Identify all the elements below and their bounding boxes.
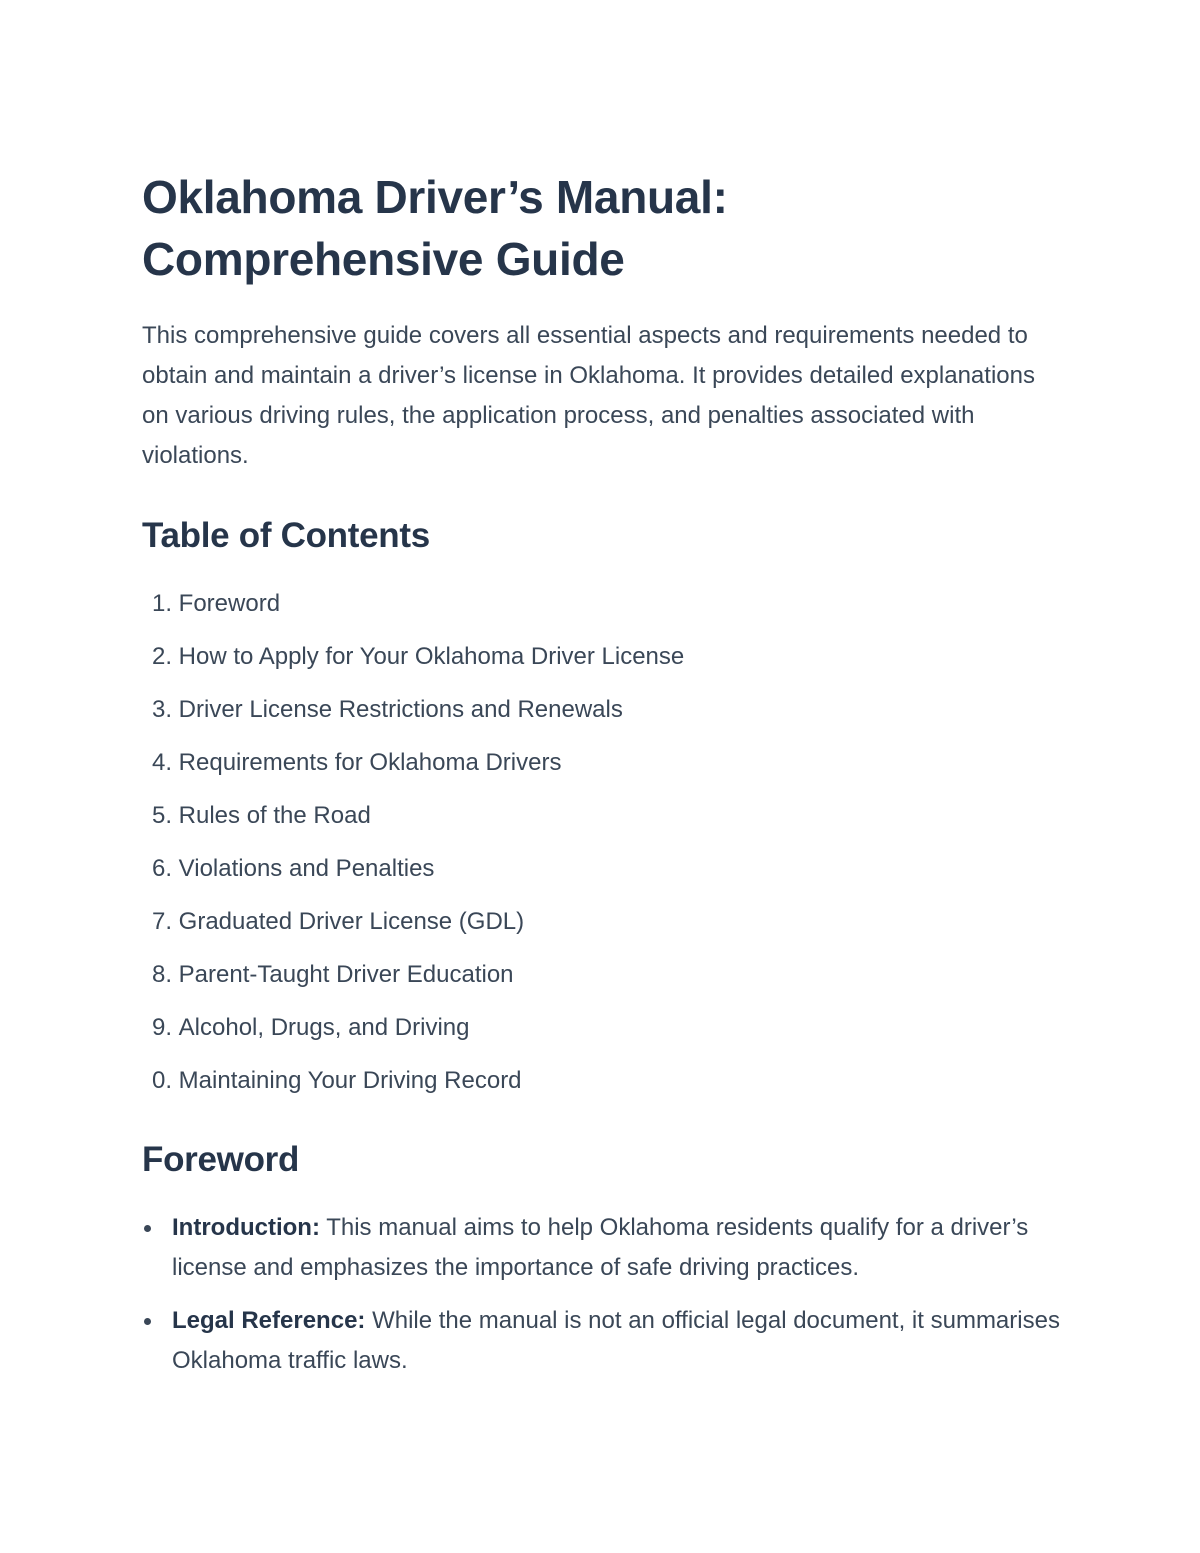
foreword-bullet-list — [142, 1208, 1062, 1381]
document-title-line1: Oklahoma Driver’s Manual: — [142, 171, 728, 223]
toc-item-label: Graduated Driver License (GDL) — [178, 908, 525, 935]
toc-item — [142, 902, 1062, 955]
toc-item-label: Rules of the Road — [178, 802, 371, 829]
toc-item-label: Requirements for Oklahoma Drivers — [178, 749, 562, 776]
document-page — [142, 166, 1062, 1394]
document-title — [142, 166, 1062, 290]
toc-heading: Table of Contents — [142, 516, 430, 555]
toc-item-label: Violations and Penalties — [178, 855, 435, 882]
toc-item-number: 8. — [151, 961, 172, 988]
toc-item-label: How to Apply for Your Oklahoma Driver License — [178, 643, 685, 670]
toc-item-label: Driver License Restrictions and Renewals — [178, 696, 623, 723]
bullet-dot-icon — [144, 1318, 151, 1325]
toc-list — [142, 584, 1062, 1114]
toc-item-label: Alcohol, Drugs, and Driving — [178, 1014, 470, 1041]
bullet-text: This manual aims to help Oklahoma residents qualify for a driver’s license and emphasizes the importance of safe driving practices. — [172, 1214, 1029, 1281]
toc-item — [142, 1061, 1062, 1114]
foreword-bullet-item — [142, 1208, 1062, 1288]
toc-item-number: 6. — [151, 855, 172, 882]
toc-item — [142, 955, 1062, 1008]
toc-item-number: 2. — [151, 643, 172, 670]
toc-item-label: Maintaining Your Driving Record — [178, 1067, 522, 1094]
intro-paragraph: This comprehensive guide covers all essential aspects and requirements needed to obtain and maintain a driver’s license in Oklahoma. It provides detailed explanations on various driving rules, the application process, and penalties associated with violations. — [142, 322, 1035, 469]
toc-item-label: Parent-Taught Driver Education — [178, 961, 514, 988]
toc-item-number: 0. — [151, 1067, 172, 1094]
toc-item — [142, 584, 1062, 637]
toc-item — [142, 743, 1062, 796]
toc-item — [142, 690, 1062, 743]
toc-item — [142, 637, 1062, 690]
toc-item-number: 5. — [151, 802, 172, 829]
toc-item — [142, 1008, 1062, 1061]
bullet-term: Legal Reference: — [172, 1307, 366, 1334]
bullet-term: Introduction: — [172, 1214, 320, 1241]
toc-item-number: 3. — [151, 696, 172, 723]
document-title-line2: Comprehensive Guide — [142, 233, 625, 285]
toc-item-number: 7. — [151, 908, 172, 935]
toc-item-number: 4. — [151, 749, 172, 776]
toc-item — [142, 796, 1062, 849]
toc-item — [142, 849, 1062, 902]
toc-item-number: 9. — [151, 1014, 172, 1041]
toc-item-label: Foreword — [178, 590, 281, 617]
foreword-heading: Foreword — [142, 1140, 300, 1179]
bullet-text: While the manual is not an official legal document, it summarises Oklahoma traffic laws. — [172, 1307, 1060, 1374]
toc-item-number: 1. — [151, 590, 172, 617]
foreword-bullet-item — [142, 1301, 1062, 1381]
bullet-dot-icon — [144, 1225, 151, 1232]
